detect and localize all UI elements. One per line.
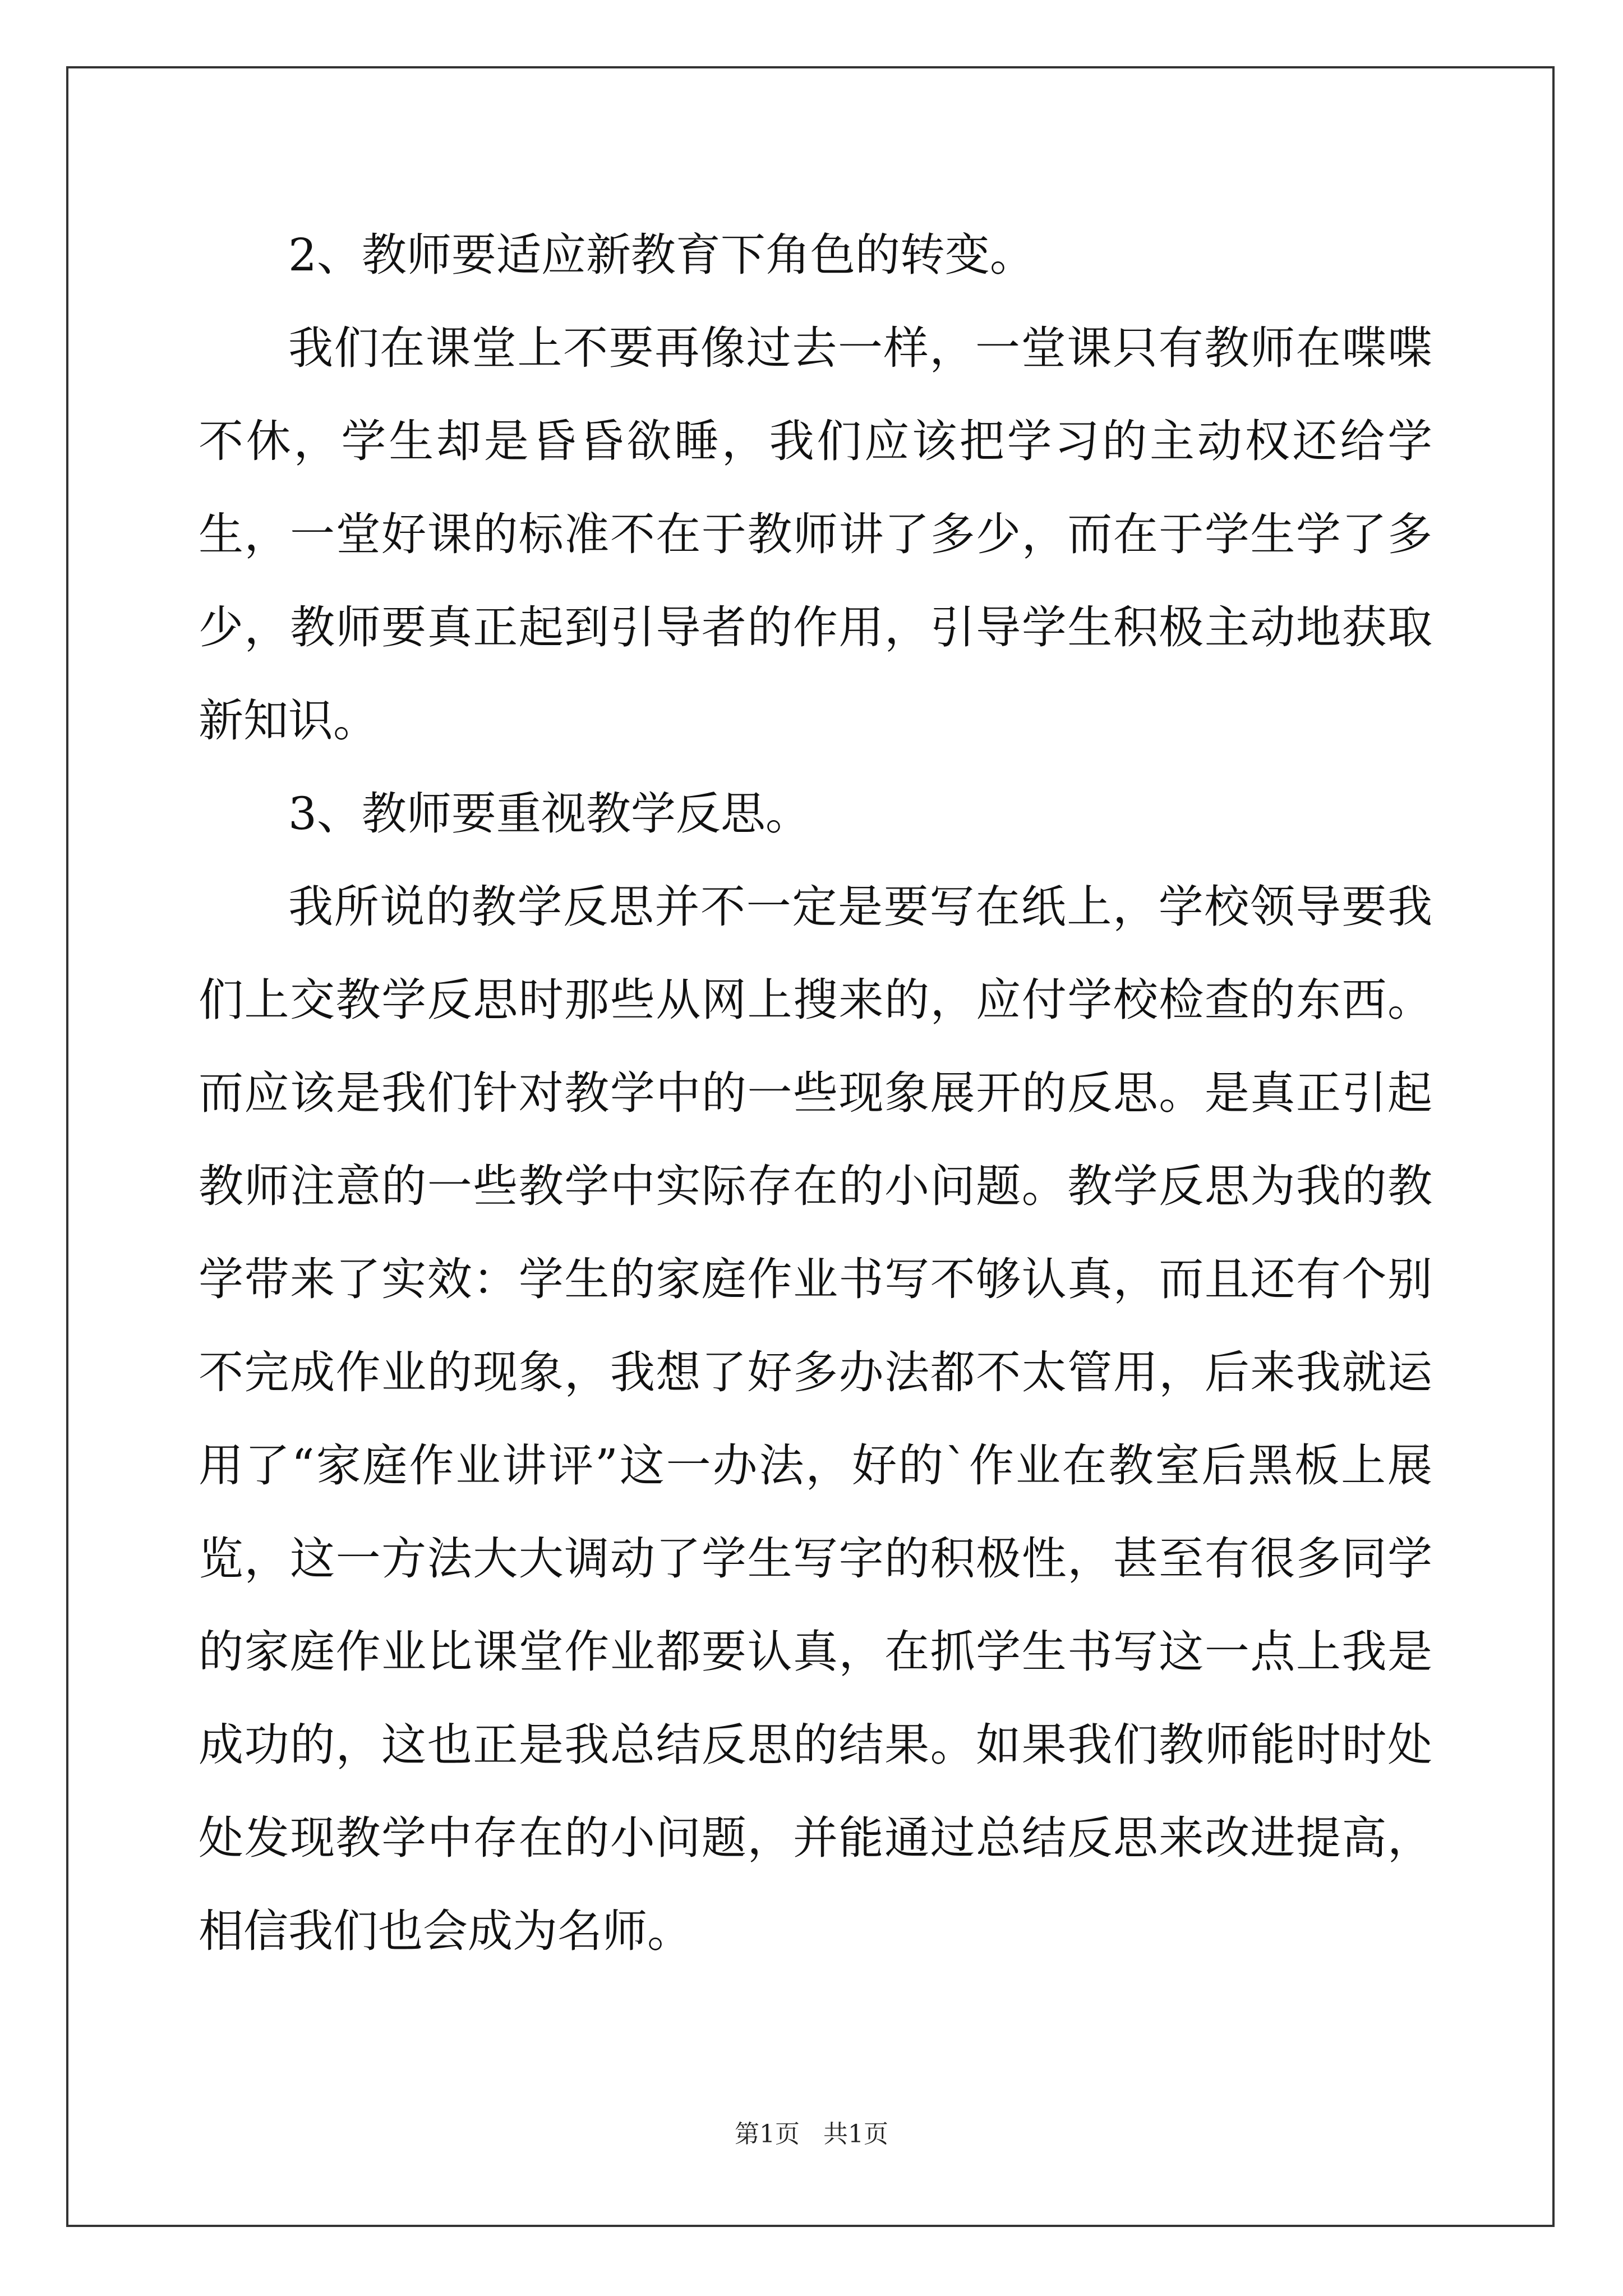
paragraph-reflection: 我所说的教学反思并不一定是要写在纸上，学校领导要我们上交教学反思时那些从网上搜来的，应付学校检查的东西。而应该是我们针对教学中的一些现象展开的反思。是真正引起教师注意的一些教学中实际存在的小问题。教学反思为我的教学带来了实效：学生的家庭作业书写不够认真，而且还有个别不完成作业的现象，我想了好多办法都不太管用，后来我就运用了“家庭作业讲评”这一办法，好的`作业在教室后黑板上展览，这一方法大大调动了学生写字的积极性，甚至有很多同学的家庭作业比课堂作业都要认真，在抓学生书写这一点上我是成功的，这也正是我总结反思的结果。如果我们教师能时时处处发现教学中存在的小问题，并能通过总结反思来改进提高，相信我们也会成为名师。 [199,881,1432,1957]
page-footer: 第1页 共1页 [735,2120,888,2148]
paragraph-heading-3: 3、教师要重视教学反思。 [288,788,810,840]
paragraph-heading-2: 2、教师要适应新教育下角色的转变。 [288,229,1035,281]
document-body [199,209,1432,1978]
paragraph-role-change: 我们在课堂上不要再像过去一样，一堂课只有教师在喋喋不休，学生却是昏昏欲睡，我们应该把学习的主动权还给学生，一堂好课的标准不在于教师讲了多少，而在于学生学了多少，教师要真正起到引导者的作用，引导学生积极主动地获取新知识。 [199,322,1432,747]
